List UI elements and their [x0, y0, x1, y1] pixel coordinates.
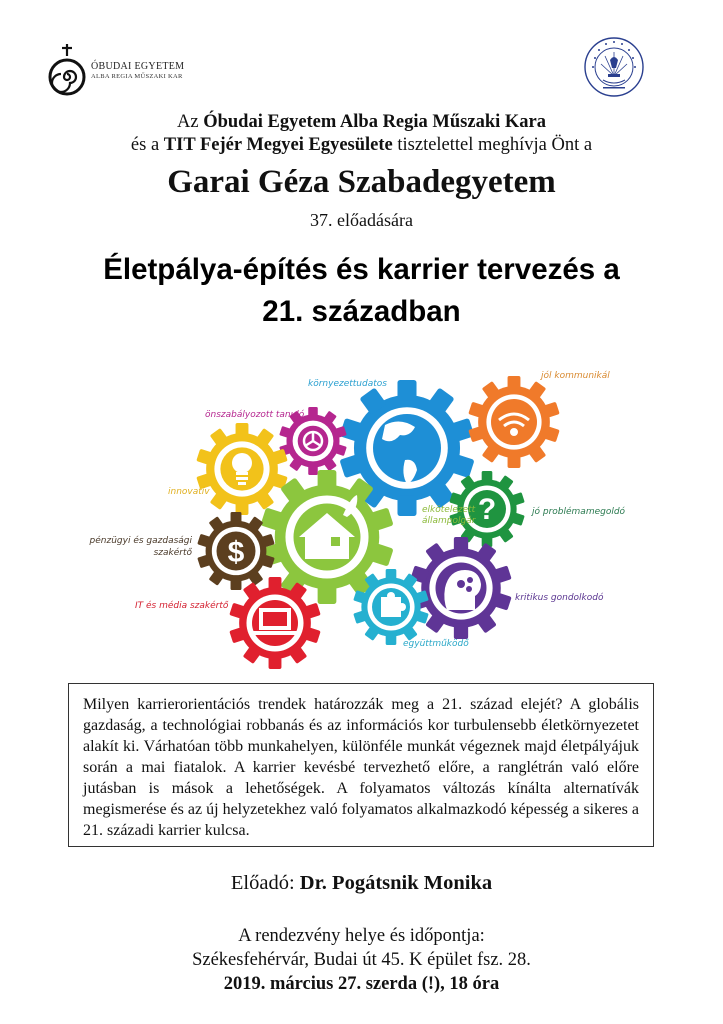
skills-gears-illustration [85, 365, 645, 675]
organizer-tit: TIT Fejér Megyei Egyesülete [163, 135, 393, 155]
gear-label-critical-thinker: kritikus gondolkodó [515, 593, 604, 603]
speaker-line [0, 870, 723, 896]
intro-line-2 [0, 134, 723, 157]
organizer-obudai: Óbudai Egyetem Alba Regia Műszaki Kara [203, 112, 546, 132]
gear-label-innovative: innovatív [168, 487, 210, 497]
lecture-title-line-1: Életpálya-építés és karrier tervezés a [103, 253, 620, 286]
description-text: Milyen karrierorientációs trendek határozzák meg a 21. század elejét? A globális gazdaság, a technológiai robbanás és az információs kor turbulensebb életkörnyezetet alakít ki. Várhatóan több munkahelyen, különféle munkát végeznek majd életpályájuk során a mai fiatalok. A karrier kevésbé tervezhető előre, a ranglétrán való előre jutásban is mások a lehetőségek. A folyamatos változás kínálta alternatívák megismerése és az új helyzetekhez való folyamatos alkalmazkodó képesség a sikeres a 21. századi karrier kulcsa. [83, 696, 639, 839]
intro-prefix-2: és a [130, 135, 164, 155]
gear-label-communication: jól kommunikál [541, 371, 610, 381]
event-datetime: 2019. március 27. szerda (!), 18 óra [223, 974, 500, 994]
description-box [68, 683, 654, 847]
obudai-egyetem-logo [45, 42, 185, 98]
lecture-title-line-2: 21. században [262, 295, 461, 328]
venue-address: Székesfehérvár, Budai út 45. K épület fsz. 28. [192, 950, 531, 970]
logo-left-line1: ÓBUDAI EGYETEM [91, 61, 185, 72]
intro-line-1 [0, 111, 723, 134]
gear-label-problem-solver: jó problémamegoldó [532, 507, 626, 517]
tit-fejer-logo [583, 36, 645, 98]
intro-prefix: Az [177, 112, 204, 132]
gear-label-cooperation: együttműködő [403, 639, 469, 649]
intro-suffix: tisztelettel meghívja Önt a [392, 135, 593, 155]
speaker-name: Dr. Pogátsnik Monika [299, 872, 493, 894]
gear-label-finance: pénzügyi és gazdasági szakértő [89, 536, 192, 558]
tit-seal-icon [583, 36, 645, 98]
gear-label-environment: környezettudatos [308, 379, 387, 389]
gear-label-citizen: elkötelezett állampolgár [422, 505, 476, 526]
dollar-icon: $ [227, 536, 245, 569]
lecture-number: 37. előadására [310, 210, 413, 230]
speaker-label: Előadó: [230, 872, 300, 894]
gear-label-self-regulated: önszabályozott tanuló [205, 410, 305, 420]
gear-label-it-media: IT és média szakértő [135, 601, 229, 611]
venue-heading: A rendezvény helye és időpontja: [238, 926, 485, 946]
logo-left-line2: ALBA REGIA MŰSZAKI KAR [91, 73, 183, 80]
spiral-cross-icon [45, 42, 89, 98]
series-title: Garai Géza Szabadegyetem [167, 164, 556, 200]
question-mark-icon: ? [477, 493, 497, 526]
